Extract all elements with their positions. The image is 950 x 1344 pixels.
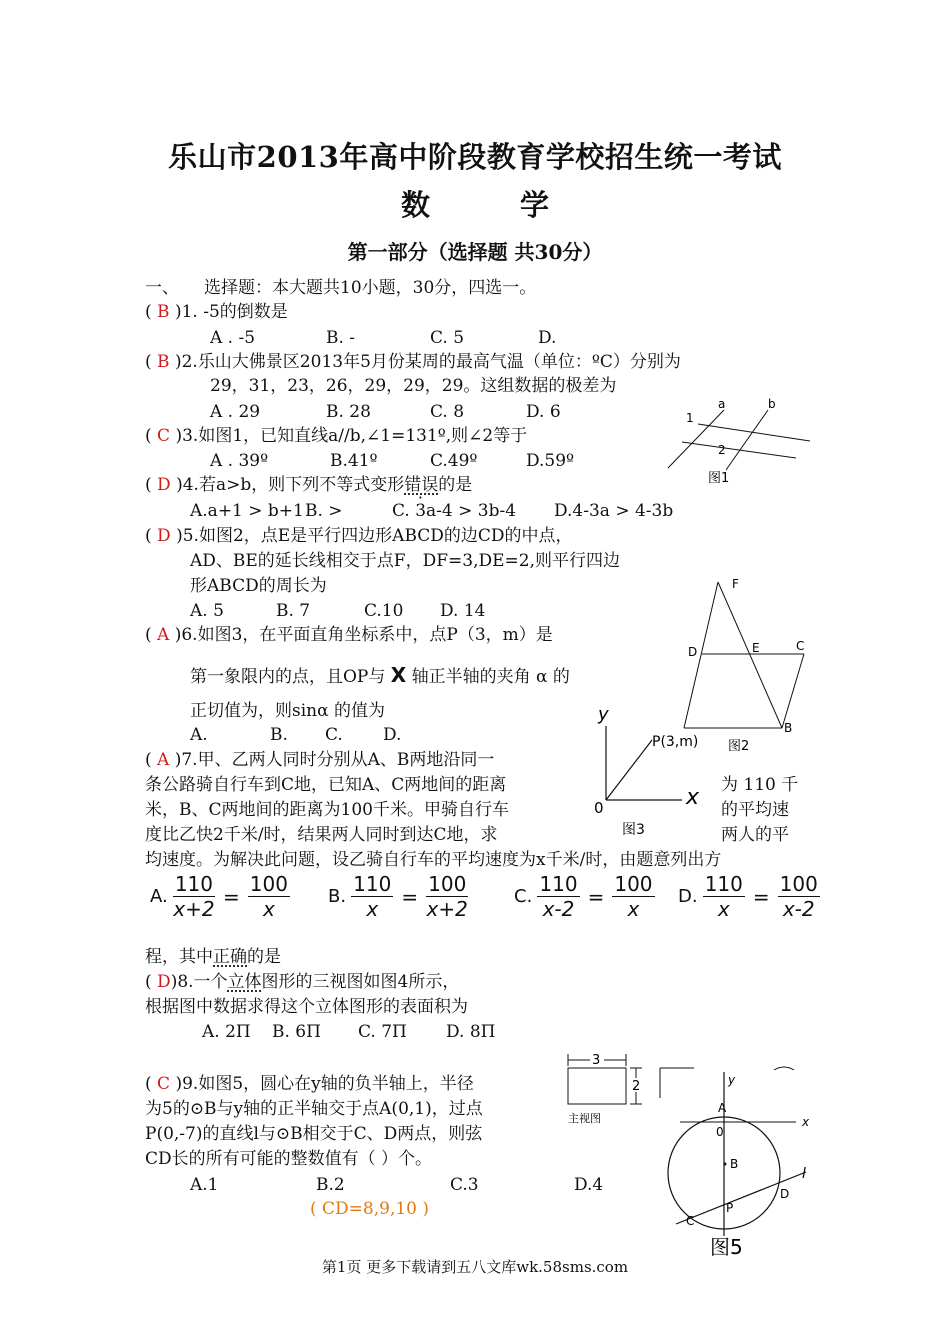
answer-8: D — [157, 972, 171, 992]
exam-title: 乐山市2013年高中阶段教育学校招生统一考试 — [168, 140, 782, 174]
fig4-height: 2 — [632, 1079, 641, 1094]
q5-option-a: A. 5 — [190, 601, 224, 621]
q3-option-d: D.59º — [526, 451, 575, 471]
fig2-caption: 图2 — [728, 739, 750, 754]
q3-option-a: A . 39º — [210, 451, 269, 471]
question-8: ( D)8.一个立体图形的三视图如图4所示， — [145, 972, 460, 992]
q4-option-b: B. > — [305, 501, 343, 521]
answer-1: B — [157, 302, 170, 322]
q9-option-a: A.1 — [190, 1175, 219, 1195]
q9-option-d: D.4 — [574, 1175, 604, 1195]
q2-line2: 29，31，23，26，29，29，29。这组数据的极差为 — [210, 376, 617, 396]
q6-option-c: C. — [325, 725, 343, 745]
fig2-label-d: D — [688, 645, 698, 659]
figure-1 — [660, 396, 820, 488]
fig2-label-b: B — [784, 721, 793, 735]
fig5-line-l: l — [802, 1166, 806, 1182]
q7-line3-right: 的平均速 — [721, 800, 789, 820]
fig5-point-c: C — [686, 1214, 695, 1228]
answer-7: A — [157, 750, 170, 770]
section-intro: 选择题：本大题共10小题，30分，四选一。 — [204, 278, 537, 298]
q9-line2: 为5的⊙B与y轴的正半轴交于点A(0,1)，过点 — [145, 1099, 483, 1119]
fig1-label-2: 2 — [718, 443, 726, 457]
q7-option-b: B. $\frac{110}{x}$ = $\frac{100}{x+2}$ — [328, 872, 468, 921]
answer-4: D — [157, 475, 171, 495]
question-4: ( D )4.若a>b，则下列不等式变形错误的是 — [145, 475, 473, 495]
q7-line2: 条公路骑自行车到C地，已知A、C两地间的距离 — [145, 775, 507, 795]
question-6: ( A )6.如图3，在平面直角坐标系中，点P（3，m）是 — [145, 625, 553, 645]
fig5-point-a: A — [718, 1101, 727, 1115]
fig5-caption: 图5 — [710, 1235, 743, 1259]
q4-option-d: D.4-3a > 4-3b — [554, 501, 674, 521]
q8-line2: 根据图中数据求得这个立体图形的表面积为 — [145, 997, 468, 1017]
q6-option-d: D. — [383, 725, 402, 745]
q1-option-c: C. 5 — [430, 328, 465, 348]
q4-option-c: C. 3a-4 > 3b-4 — [392, 501, 517, 521]
question-1: ( B )1. -5的倒数是 — [145, 302, 288, 322]
q7-line4: 度比乙快2千米/时，结果两人同时到达C地，求 — [145, 825, 498, 845]
q9-note: ( CD=8,9,10 ) — [310, 1199, 430, 1219]
q1-option-a: A . -5 — [210, 328, 256, 348]
q2-option-d: D. 6 — [526, 402, 561, 422]
question-9: ( C )9.如图5，圆心在y轴的负半轴上，半径 — [145, 1074, 474, 1094]
fig5-point-d: D — [780, 1187, 790, 1201]
fig3-origin: 0 — [594, 799, 604, 817]
fig5-center-b: B — [730, 1157, 739, 1171]
q3-option-c: C.49º — [430, 451, 478, 471]
q6-line3: 正切值为，则sinα 的值为 — [190, 701, 385, 721]
q5-option-d: D. 14 — [440, 601, 486, 621]
fig2-label-f: F — [732, 577, 739, 591]
fig1-label-a: a — [718, 397, 726, 411]
q5-option-c: C.10 — [364, 601, 404, 621]
section-number: 一、 — [145, 278, 179, 298]
fig3-caption: 图3 — [622, 822, 645, 838]
q8-option-a: A. 2Π — [202, 1022, 251, 1042]
q9-line4: CD长的所有可能的整数值有（ ）个。 — [145, 1149, 433, 1169]
q8-option-d: D. 8Π — [446, 1022, 496, 1042]
q6-line2: 第一象限内的点，且OP与 X 轴正半轴的夹角 α 的 — [190, 663, 570, 687]
q7-line3: 米，B、C两地间的距离为100千米。甲骑自行车 — [145, 800, 509, 820]
page-footer: 第1页 更多下载请到五八文库wk.58sms.com — [321, 1258, 629, 1276]
q5-line2: AD、BE的延长线相交于点F，DF=3,DE=2,则平行四边 — [190, 551, 620, 571]
q7-option-c: C. $\frac{110}{x-2}$ = $\frac{100}{x}$ — [514, 872, 653, 921]
q5-option-b: B. 7 — [276, 601, 311, 621]
q7-line4-right: 两人的平 — [721, 825, 789, 845]
part-heading: 第一部分（选择题 共30分） — [347, 240, 603, 264]
q5-line3: 形ABCD的周长为 — [190, 576, 327, 596]
answer-9: C — [157, 1074, 171, 1094]
q8-option-b: B. 6Π — [272, 1022, 321, 1042]
q1-option-d: D. — [538, 328, 557, 348]
fig2-label-e: E — [752, 641, 760, 655]
q9-option-b: B.2 — [316, 1175, 345, 1195]
q9-line3: P(0,-7)的直线l与⊙B相交于C、D两点，则弦 — [145, 1124, 483, 1144]
q7-option-a: A. $\frac{110}{x+2}$ = $\frac{100}{x}$ — [150, 872, 288, 921]
q7-line2-right: 为 110 千 — [721, 775, 799, 795]
fig5-point-p: P — [726, 1201, 734, 1215]
subject-title: 数 学 — [400, 188, 590, 222]
fig1-caption: 图1 — [708, 471, 730, 486]
q2-option-a: A . 29 — [210, 402, 261, 422]
fig5-origin: 0 — [716, 1125, 724, 1139]
fig5-y-label: y — [728, 1073, 736, 1087]
question-7: ( A )7.甲、乙两人同时分别从A、B两地沿同一 — [145, 750, 495, 770]
fig1-label-b: b — [768, 397, 776, 411]
q4-option-a: A.a+1 > b+1 — [190, 501, 304, 521]
q6-option-b: B. — [270, 725, 288, 745]
answer-5: D — [157, 526, 171, 546]
answer-6: A — [157, 625, 170, 645]
fig1-label-1: 1 — [686, 411, 694, 425]
q7-line5: 均速度。为解决此问题，设乙骑自行车的平均速度为x千米/时，由题意列出方 — [145, 850, 722, 870]
fig4-width: 3 — [592, 1053, 601, 1068]
fig3-point-p: P(3,m) — [652, 734, 699, 750]
q7-option-d: D. $\frac{110}{x}$ = $\frac{100}{x-2}$ — [678, 872, 818, 921]
fig4-caption: 主视图 — [568, 1112, 601, 1125]
figure-3 — [588, 700, 708, 840]
question-3: ( C )3.如图1，已知直线a//b,∠1=131º,则∠2等于 — [145, 426, 528, 446]
answer-3: C — [157, 426, 171, 446]
q6-option-a: A. — [190, 725, 208, 745]
fig5-x-label: x — [802, 1115, 810, 1129]
fig3-x-label: x — [686, 785, 700, 810]
q7-line6: 程，其中正确的是 — [145, 947, 281, 967]
figure-5 — [654, 1060, 820, 1260]
q3-option-b: B.41º — [330, 451, 378, 471]
q1-option-b: B. - — [326, 328, 356, 348]
q2-option-c: C. 8 — [430, 402, 465, 422]
fig3-y-label: y — [598, 704, 609, 725]
question-2: ( B )2.乐山大佛景区2013年5月份某周的最高气温（单位：ºC）分别为 — [145, 352, 681, 372]
q2-option-b: B. 28 — [326, 402, 371, 422]
q9-option-c: C.3 — [450, 1175, 479, 1195]
answer-2: B — [157, 352, 170, 372]
question-5: ( D )5.如图2，点E是平行四边形ABCD的边CD的中点， — [145, 526, 573, 546]
fig2-label-c: C — [796, 639, 805, 653]
q8-option-c: C. 7Π — [358, 1022, 407, 1042]
